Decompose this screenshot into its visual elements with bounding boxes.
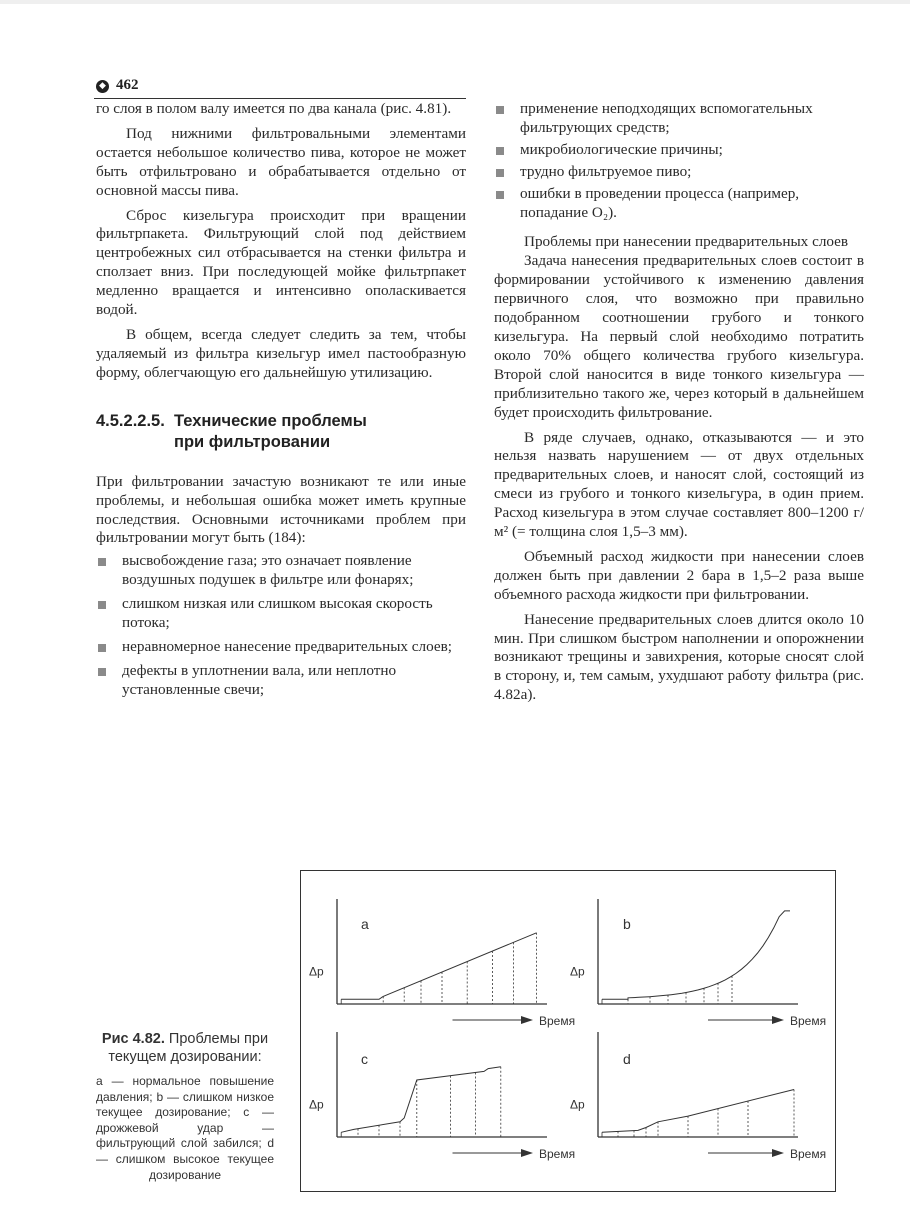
page-header — [94, 78, 466, 99]
section-heading-line1: Технические проблемы — [174, 411, 367, 430]
page-top-edge — [0, 0, 910, 4]
figure-caption — [96, 1030, 274, 1183]
list-item: высвобождение газа; это означает появление воздушных подушек в фильтре или фонарях; — [96, 552, 466, 590]
panel-b-x-label: Время — [790, 1014, 827, 1028]
list-item: дефекты в уплотнении вала, или неплотно установленные свечи; — [96, 662, 466, 700]
panel-b-time-arrow-head — [772, 1016, 784, 1024]
left-paragraph-5: При фильтровании зачастую возникают те или иные проблемы, и небольшая ошибка может иметь крупные последствия. Основными источниками проблем при фильтровании могут быть (184): — [96, 472, 466, 547]
left-bullet-list — [96, 552, 466, 699]
left-paragraph-4: В общем, всегда следует следить за тем, чтобы удаляемый из фильтра кизельгур имел пастообразную форму, облегчающую его дальнейшую утилизацию. — [96, 325, 466, 381]
panel-d-letter: d — [623, 1051, 631, 1067]
caption-label: Рис 4.82. — [101, 1031, 165, 1047]
right-paragraph-3: В ряде случаев, однако, отказываются — и это нельзя назвать нарушением — от двух отдельных предварительных слоев, и наносят слой, состоящий из смеси из грубого и тонкого кизельгура, в один прием. Расход кизельгура в этом случае составляет 800–1200 г/м² (= толщина слоя 1,5–3 мм). — [494, 428, 864, 541]
header-disc-icon: ◆ — [96, 80, 109, 93]
right-column — [494, 100, 864, 705]
figure-drawing — [301, 871, 835, 1191]
section-heading-number: 4.5.2.2.5. — [96, 411, 165, 430]
panel-c-curve — [341, 1067, 501, 1133]
list-item: микробиологические причины; — [494, 141, 864, 160]
caption-title-text: Проблемы при текущем дозировании: — [108, 1031, 269, 1065]
page-number: 462 — [116, 77, 139, 93]
figure-4-82 — [300, 870, 836, 1192]
right-paragraph-5: Нанесение предварительных слоев длится около 10 мин. При слишком быстром наполнении и опорожнении возникают трещины и завихрения, которые сносят слой в сторону, и, тем самым, ухудшают работу фильтра (рис. 4.82а). — [494, 610, 864, 704]
panel-d-x-label: Время — [790, 1147, 827, 1161]
panel-a-y-label: Δp — [309, 964, 324, 979]
list-item: применение неподходящих вспомогательных фильтрующих средств; — [494, 100, 864, 138]
right-paragraph-2: Задача нанесения предварительных слоев состоит в формировании устойчивого к изменению давления первичного слоя, что возможно при правильно подобранном соотношении грубого и тонкого кизельгура. На первый слой необходимо потратить около 70% общего количества грубого кизельгура. Второй слой наносится в виде тонкого кизельгура — приблизительно такого же, через который в дальнейшем будет происходить фильтрование. — [494, 252, 864, 421]
panel-d-curve — [602, 1090, 794, 1133]
list-item: ошибки в проведении процесса (например, попадание O₂). — [494, 185, 864, 223]
panel-a-letter: a — [361, 916, 369, 932]
panel-c-y-label: Δp — [309, 1097, 324, 1112]
panel-c-letter: c — [361, 1051, 368, 1067]
right-paragraph-4: Объемный расход жидкости при нанесении слоев должен быть при давлении 2 бара в 1,5–2 раза выше объемного расхода жидкости при фильтровании. — [494, 547, 864, 603]
right-paragraph-1: Проблемы при нанесении предварительных слоев — [524, 233, 849, 251]
left-paragraph-1: го слоя в полом валу имеется по два канала (рис. 4.81). — [96, 100, 452, 117]
panel-d-time-arrow-head — [772, 1149, 784, 1157]
caption-body: a — нормальное повышение давления; b — слишком низкое текущее дозирование; c — дрожжевой удар — фильтрующий слой забился; d — слишком высокое текущее дозирование — [96, 1074, 274, 1182]
list-item: неравномерное нанесение предварительных слоев; — [96, 638, 466, 657]
left-paragraph-2: Под нижними фильтровальными элементами остается небольшое количество пива, которое не может быть отфильтровано и обрабатывается отдельно от основной массы пива. — [96, 124, 466, 199]
panel-a-time-arrow-head — [521, 1016, 533, 1024]
section-heading-line2: при фильтровании — [174, 432, 331, 451]
panel-d-y-label: Δp — [570, 1097, 585, 1112]
panel-a-curve — [341, 933, 536, 1000]
panel-b-y-label: Δp — [570, 964, 585, 979]
panel-a-x-label: Время — [539, 1014, 576, 1028]
list-item: слишком низкая или слишком высокая скорость потока; — [96, 595, 466, 633]
list-item: трудно фильтруемое пиво; — [494, 163, 864, 182]
left-column — [96, 100, 466, 705]
right-bullet-list — [494, 100, 864, 222]
left-paragraph-3: Сброс кизельгура происходит при вращении фильтрпакета. Фильтрующий слой под действием центробежных сил отбрасывается на стенки фильтра и сползает вниз. При последующей мойке фильтрпакет медленно вращается и интенсивно ополаскивается водой. — [96, 206, 466, 319]
panel-c-x-label: Время — [539, 1147, 576, 1161]
panel-b-letter: b — [623, 916, 631, 932]
panel-c-time-arrow-head — [521, 1149, 533, 1157]
caption-title — [96, 1030, 274, 1066]
section-heading — [96, 411, 466, 453]
